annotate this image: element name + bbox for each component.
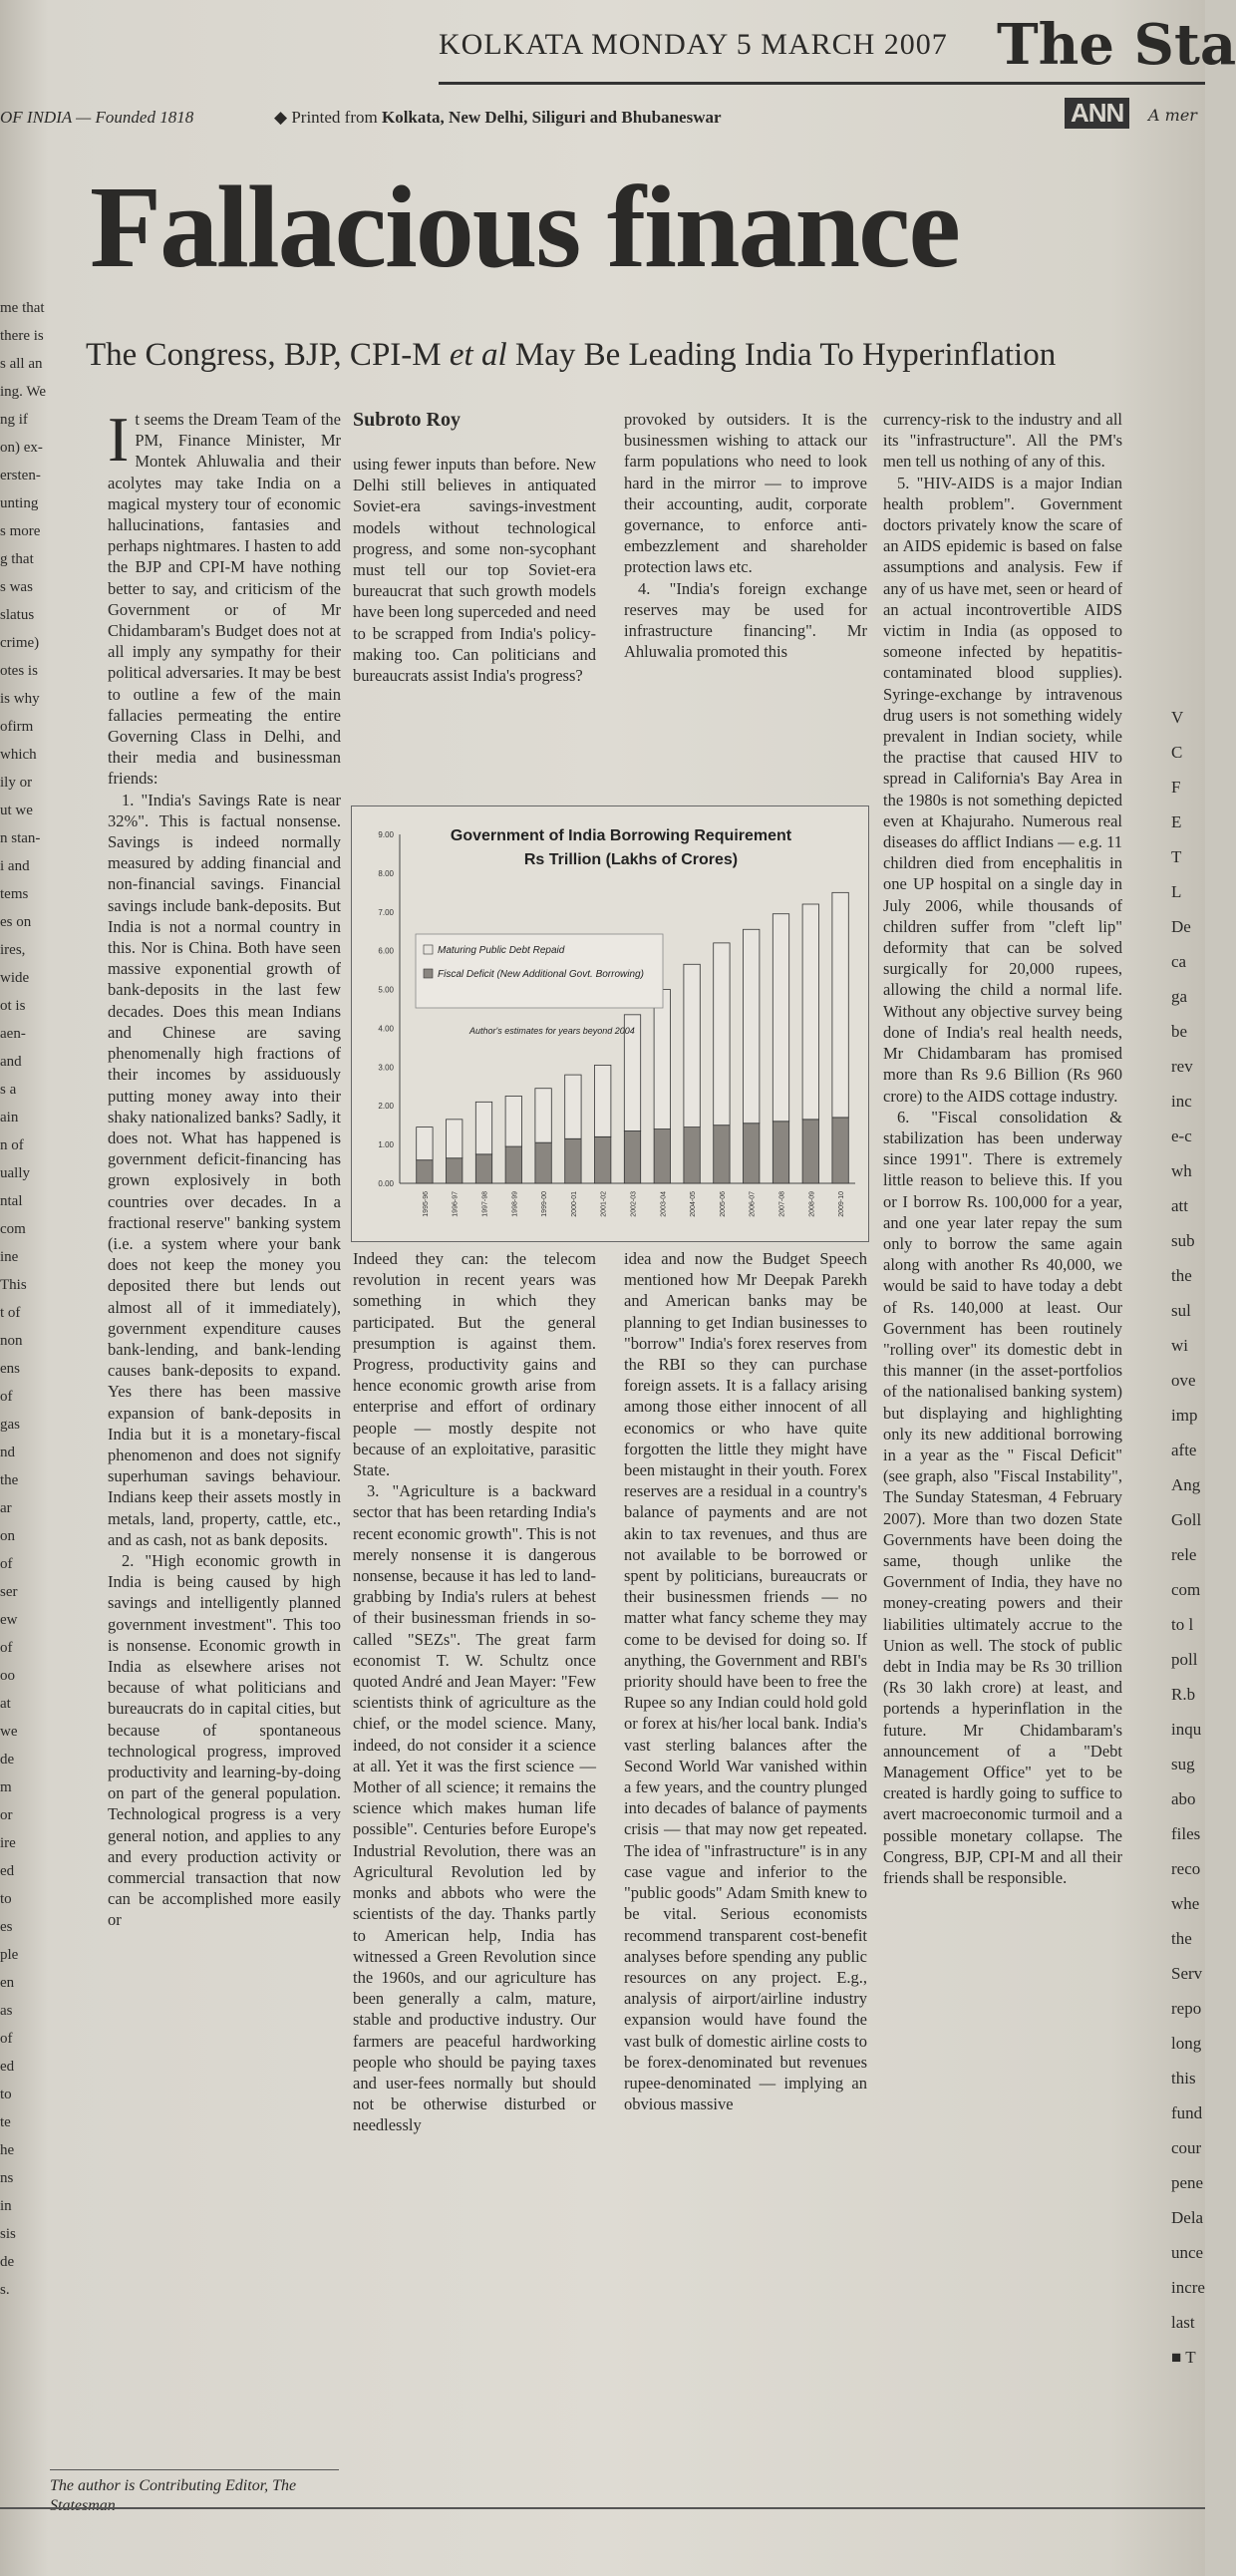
x-tick-label: 2001-02 (600, 1191, 608, 1217)
left-strip-fragment: or (0, 1807, 13, 1823)
left-strip-fragment: aen- (0, 1026, 26, 1042)
left-strip-fragment: tems (0, 886, 29, 902)
article-column-2-bottom (353, 1248, 596, 2464)
article-column-2-top (353, 454, 596, 793)
y-tick-label: 7.00 (378, 907, 394, 917)
bar-maturing-debt (447, 1120, 463, 1158)
left-strip-fragment: of (0, 1556, 13, 1572)
bar-fiscal-deficit (447, 1158, 463, 1183)
chart-subtitle: Rs Trillion (Lakhs of Crores) (523, 851, 739, 868)
x-tick-label: 2007-08 (778, 1191, 786, 1217)
bar-fiscal-deficit (744, 1124, 760, 1183)
left-strip-fragment: ine (0, 1249, 19, 1265)
bar-maturing-debt (505, 1097, 521, 1147)
left-strip-fragment: wide (0, 970, 30, 986)
right-strip-fragment: Ang (1171, 1475, 1201, 1494)
left-strip-fragment: is why (0, 691, 40, 707)
left-strip-fragment: ire (0, 1835, 16, 1851)
x-tick-label: 1999-00 (541, 1191, 549, 1217)
y-tick-label: 2.00 (378, 1102, 394, 1112)
left-strip-fragment: g that (0, 551, 34, 567)
y-tick-label: 0.00 (378, 1179, 394, 1188)
right-strip-fragment: this (1171, 2069, 1196, 2088)
right-strip-fragment: cour (1171, 2138, 1202, 2157)
left-strip-fragment: he (0, 2142, 15, 2158)
drop-cap: I (108, 404, 130, 475)
left-strip-fragment: ain (0, 1110, 19, 1126)
byline: Subroto Roy (353, 409, 461, 431)
right-strip-fragment: be (1171, 1022, 1188, 1041)
bar-fiscal-deficit (654, 1129, 670, 1183)
right-strip-fragment: wh (1171, 1161, 1192, 1180)
left-strip-fragment: ng if (0, 412, 28, 428)
left-strip-fragment: s more (0, 523, 41, 539)
right-strip-fragment: pene (1171, 2173, 1204, 2192)
right-strip-fragment: wi (1171, 1336, 1188, 1355)
right-strip-fragment: repo (1171, 1999, 1202, 2018)
y-tick-label: 9.00 (378, 830, 394, 839)
right-strip-fragment: rev (1171, 1057, 1193, 1076)
y-tick-label: 5.00 (378, 985, 394, 995)
left-strip-fragment: sis (0, 2226, 16, 2242)
article-column-4 (883, 409, 1122, 2472)
left-strip-fragment: ersten- (0, 468, 41, 483)
right-strip-fragment: files (1171, 1824, 1201, 1843)
masthead-rule (439, 82, 1205, 85)
article-column-3-top (624, 409, 867, 798)
adjacent-column-left (0, 0, 62, 2576)
left-strip-fragment: me that (0, 300, 45, 316)
left-strip-fragment: i and (0, 858, 30, 874)
col3-top-p1: provoked by outsiders. It is the businessmen wishing to attack our farm populations who need to look hard in the mirror — to improve their accounting, audit, corporate governance, to enforce anti-embezzlement and shareholder protection laws etc. (624, 410, 867, 577)
left-strip-fragment: es on (0, 914, 32, 930)
subhead-italic: et al (449, 337, 507, 373)
left-strip-fragment: we (0, 1724, 18, 1740)
col3-top-p2-text: 4. "India's foreign exchange reserves may be used for infrastructure financing". Mr Ahluwalia promoted this (624, 578, 867, 662)
article-column-1 (108, 404, 341, 2452)
x-tick-label: 2003-04 (660, 1191, 668, 1217)
right-strip-fragment: poll (1171, 1650, 1198, 1669)
adjacent-column-right (1165, 698, 1205, 2452)
left-strip-fragment: s. (0, 2282, 10, 2298)
left-strip-fragment: com (0, 1221, 26, 1237)
left-strip-fragment: ually (0, 1165, 30, 1181)
left-strip-fragment: gas (0, 1417, 20, 1433)
left-strip-fragment: ew (0, 1612, 18, 1628)
right-strip-fragment: sul (1171, 1301, 1191, 1320)
left-strip-fragment: This (0, 1277, 27, 1293)
edition-line (0, 98, 1205, 138)
right-strip-fragment: whe (1171, 1894, 1200, 1913)
left-strip-fragment: s a (0, 1082, 17, 1098)
right-strip-fragment: L (1171, 882, 1182, 901)
col3-top-p2 (624, 578, 867, 663)
legend-swatch-deficit (424, 969, 433, 978)
left-strip-fragment: de (0, 2254, 15, 2270)
left-strip-fragment: there is (0, 328, 44, 344)
legend-swatch-maturing (424, 945, 433, 954)
x-tick-label: 2009-10 (838, 1191, 846, 1217)
left-strip-fragment: otes is (0, 663, 38, 679)
bar-fiscal-deficit (535, 1142, 551, 1183)
right-strip-fragment: unce (1171, 2243, 1204, 2262)
col1-first-text: t seems the Dream Team of the PM, Finance Minister, Mr Montek Ahluwalia and their acolytes may take India on a magical mystery tour of economic hallucinations, fantasies and perhaps nightmares. I hasten to add the BJP and CPI-M have nothing better to say, and criticism of the Government or of Mr Chidambaram's Budget does not at all imply any sympathy for their political adversaries. It may be best to outline a few of the main fallacies permeating the entire Governing Class in Delhi, and their media and businessman friends: (108, 410, 341, 789)
left-strip-fragment: s all an (0, 356, 43, 372)
article-column-3-bottom (624, 1248, 867, 2464)
bar-maturing-debt (684, 964, 700, 1127)
x-tick-label: 1997-98 (481, 1191, 489, 1217)
bar-fiscal-deficit (475, 1154, 491, 1183)
legend-label-maturing: Maturing Public Debt Repaid (438, 945, 565, 956)
subhead-post: May Be Leading India To Hyperinflation (506, 337, 1057, 373)
left-strip-fragment: ens (0, 1361, 20, 1377)
y-tick-label: 1.00 (378, 1140, 394, 1150)
left-strip-fragment: ing. We (0, 384, 47, 400)
x-tick-label: 1995-96 (422, 1191, 430, 1217)
right-strip-fragment: e-c (1171, 1127, 1192, 1145)
left-strip-fragment: as (0, 2003, 13, 2019)
right-strip-fragment: Dela (1171, 2208, 1204, 2227)
right-strip-fragment: ■ T (1171, 2348, 1196, 2367)
x-tick-label: 2002-03 (630, 1191, 638, 1217)
bar-maturing-debt (772, 914, 788, 1122)
left-strip-fragment: ns (0, 2170, 14, 2186)
left-strip-fragment: of (0, 1389, 13, 1405)
col1-paragraph (108, 404, 341, 790)
subheadline (86, 337, 1056, 374)
ann-tagline: A mer (1148, 106, 1197, 125)
col2-top-paragraph: using fewer inputs than before. New Delhi still believes in antiquated Soviet-era savings-investment models without technological progress, and some non-sycophant must tell our top Soviet-era bureaucrat that such growth models have been long superceded and need to be scrapped from India's policy-making too. Can politicians and bureaucrats assist India's progress? (353, 455, 596, 686)
dateline: KOLKATA MONDAY 5 MARCH 2007 (439, 28, 948, 61)
left-strip-fragment: the (0, 1472, 19, 1488)
right-strip-fragment: sub (1171, 1231, 1195, 1250)
left-strip-fragment: ut we (0, 803, 33, 818)
bottom-rule (0, 2507, 1205, 2509)
left-strip-fragment: ple (0, 1947, 19, 1963)
borrowing-chart (351, 805, 869, 1242)
right-strip-fragment: last (1171, 2313, 1195, 2332)
left-strip-fragment: crime) (0, 635, 40, 651)
printed-cities: Kolkata, New Delhi, Siliguri and Bhubaneswar (381, 108, 722, 127)
bar-fiscal-deficit (624, 1131, 640, 1184)
x-tick-label: 2000-01 (570, 1191, 578, 1217)
col4-p3: 6. "Fiscal consolidation & stabilization has been underway since 1991". There is extremely little reason to believe this. If you or I borrow Rs. 100,000 for a year, and one year later repay the sum only to borrow the same again along with another Rs 40,000, we would be said to have today a debt of Rs. 140,000 at least. Our Government has been routinely "rolling over" its domestic debt in this manner (in the asset-portfolios of the nationalised banking system) but displaying and highlighting only its new additional borrowing in a year as the " Fiscal Deficit" (see graph, also "Fiscal Instability", The Sunday Statesman, 4 February 2007). More than two dozen State Governments have been doing the same, though unlike the Government of India, they have no money-creating powers and their liabilities ultimately accrue to the Union as well. The stock of public debt in India may be Rs 30 trillion (Rs 30 lakh crore) at least, and portends a hyperinflation in the future. Mr Chidambaram's announcement of a "Debt Management Office" yet to be created is hardly going to suffice to avert macroeconomic turmoil and a possible monetary collapse. The Congress, BJP, CPI-M and all their friends shall be responsible. (883, 1107, 1122, 1888)
bar-maturing-debt (832, 892, 848, 1118)
right-strip-fragment: inqu (1171, 1720, 1202, 1739)
left-strip-fragment: on (0, 1528, 15, 1544)
col4-p1: currency-risk to the industry and all its "infrastructure". All the PM's men tell us nothing of any of this. (883, 410, 1122, 472)
left-strip-fragment: ar (0, 1500, 12, 1516)
left-strip-fragment: which (0, 747, 37, 763)
right-strip-fragment: De (1171, 917, 1191, 936)
bar-maturing-debt (654, 990, 670, 1129)
right-strip-fragment: reco (1171, 1859, 1201, 1878)
right-strip-fragment: fund (1171, 2103, 1203, 2122)
ann-logo: ANN (1065, 98, 1129, 129)
x-tick-label: 2005-06 (719, 1191, 727, 1217)
right-strip-fragment: T (1171, 847, 1182, 866)
right-strip-fragment: rele (1171, 1545, 1197, 1564)
y-tick-label: 8.00 (378, 868, 394, 878)
bar-fiscal-deficit (565, 1138, 581, 1183)
left-strip-fragment: ires, (0, 942, 26, 958)
left-strip-fragment: n stan- (0, 830, 41, 846)
bar-fiscal-deficit (772, 1122, 788, 1183)
x-tick-label: 1996-97 (452, 1191, 460, 1217)
left-strip-fragment: nd (0, 1445, 15, 1460)
left-strip-fragment: n of (0, 1137, 24, 1153)
author-footnote: The author is Contributing Editor, The Statesman (50, 2469, 339, 2516)
right-strip-fragment: E (1171, 812, 1182, 831)
left-strip-fragment: non (0, 1333, 23, 1349)
bar-fiscal-deficit (802, 1120, 818, 1183)
right-strip-fragment: ga (1171, 987, 1188, 1006)
legend-label-deficit: Fiscal Deficit (New Additional Govt. Borrowing) (438, 969, 644, 980)
left-strip-fragment: oo (0, 1668, 15, 1684)
left-strip-fragment: to (0, 2087, 12, 2102)
right-strip-fragment: Goll (1171, 1510, 1202, 1529)
col1-paragraph: 2. "High economic growth in India is being caused by high savings and intelligently planned government investment". This too is nonsense. Economic growth in India as elsewhere arises not because of what politicians and bureaucrats do in capital cities, but because of spontaneous technological progress, improved productivity and learning-by-doing on part of the general population. Technological progress is a very general notion, and applies to any and every production activity or commercial transaction that now can be accomplished more easily or (108, 1550, 341, 1930)
x-tick-label: 2008-09 (808, 1191, 816, 1217)
chart-svg (352, 806, 868, 1241)
bar-maturing-debt (475, 1102, 491, 1154)
y-tick-label: 3.00 (378, 1063, 394, 1073)
right-strip-fragment: the (1171, 1266, 1192, 1285)
bar-maturing-debt (565, 1075, 581, 1138)
left-strip-fragment: t of (0, 1305, 21, 1321)
left-strip-fragment: te (0, 2114, 11, 2130)
x-tick-label: 2006-07 (749, 1191, 757, 1217)
bar-maturing-debt (744, 929, 760, 1123)
right-strip-fragment: long (1171, 2034, 1202, 2053)
col1-paragraph: 1. "India's Savings Rate is near 32%". This is factual nonsense. Savings is indeed normally measured by adding financial and non-financial savings. Financial savings include bank-deposits. But India is not a normal country in this. Nor is China. Both have seen massive exponential growth of bank-deposits in the last few decades. Does this mean Indians and Chinese are saving phenomenally high fractions of their incomes by assiduously putting money away into their shaky nationalized banks? Sadly, it does not. What has happened is government deficit-financing has grown explosively in both countries over decades. In a fractional reserve" banking system (i.e. a system where your bank does not keep the money you deposited there but lends out almost all of it immediately), government expenditure causes bank-lending, and bank-lending causes bank-deposits to expand. Yes there has been massive expansion of bank-deposits in India but it is a monetary-fiscal phenomenon and does not signify superhuman savings behaviour. Indians keep their assets mostly in metals, land, property, cattle, etc., and as cash, not as bank deposits. (108, 790, 341, 1549)
right-strip-fragment: ca (1171, 952, 1187, 971)
bar-maturing-debt (802, 904, 818, 1120)
bar-fiscal-deficit (832, 1118, 848, 1183)
headline: Fallacious finance (90, 161, 959, 292)
bar-fiscal-deficit (714, 1126, 730, 1183)
right-strip-fragment: to l (1171, 1615, 1194, 1634)
left-strip-fragment: ily or (0, 775, 33, 791)
left-strip-fragment: of (0, 2031, 13, 2047)
left-strip-fragment: in (0, 2198, 12, 2214)
bar-fiscal-deficit (595, 1136, 611, 1183)
right-strip-fragment: afte (1171, 1441, 1197, 1459)
printed-line: ◆ Printed from Kolkata, New Delhi, Siliguri and Bhubaneswar (274, 108, 722, 127)
bar-maturing-debt (417, 1127, 433, 1160)
left-strip-fragment: ed (0, 1863, 15, 1879)
right-strip-fragment: abo (1171, 1789, 1196, 1808)
col2-bottom-p2: 3. "Agriculture is a backward sector that has been retarding India's recent economic growth". This is not merely nonsense it is dangerous nonsense, because it has led to land-grabbing by India's rulers at behest of their businessman friends in so-called "SEZs". The great farm economist T. W. Schultz once quoted André and Jean Mayer: "Few scientists think of agriculture as the chief, or the model science. Many, indeed, do not consider it a science at all. Yet it was the first science — Mother of all science; it remains the science which makes human life possible". Centuries before Europe's Industrial Revolution, there was an Agricultural Revolution led by monks and abbots who were the scientists of the day. Thanks partly to American help, India has witnessed a Green Revolution since the 1960s, and our agriculture has been generally a calm, mature, stable and productive industry. Our farmers are peaceful hardworking people who should be paying taxes and user-fees normally but should not be otherwise disturbed or needlessly (353, 1481, 596, 2135)
left-strip-fragment: ser (0, 1584, 18, 1600)
left-strip-fragment: ntal (0, 1193, 23, 1209)
printed-prefix: Printed from (291, 108, 382, 127)
subhead-pre: The Congress, BJP, CPI-M (86, 337, 450, 373)
left-strip-fragment: and (0, 1054, 22, 1070)
y-tick-label: 4.00 (378, 1024, 394, 1034)
right-strip-fragment: V (1171, 708, 1184, 727)
left-strip-fragment: m (0, 1779, 12, 1795)
right-strip-fragment: com (1171, 1580, 1201, 1599)
bar-fiscal-deficit (684, 1127, 700, 1183)
right-strip-fragment: Serv (1171, 1964, 1203, 1983)
newspaper-logo: The Sta (997, 12, 1236, 78)
right-strip-fragment: att (1171, 1196, 1188, 1215)
left-strip-fragment: ot is (0, 998, 26, 1014)
chart-annotation: Author's estimates for years beyond 2004 (469, 1026, 635, 1036)
y-tick-label: 6.00 (378, 946, 394, 956)
chart-title: Government of India Borrowing Requirement (450, 827, 792, 844)
left-strip-fragment: on) ex- (0, 440, 43, 456)
founded-line: OF INDIA — Founded 1818 (0, 108, 194, 127)
left-strip-fragment: ed (0, 2059, 15, 2075)
right-strip-fragment: the (1171, 1929, 1192, 1948)
col4-p2: 5. "HIV-AIDS is a major Indian health problem". Government doctors privately know the scare of an AIDS epidemic is based on false assumptions and analysis. Few if any of us have met, seen or heard of an actual incontrovertible AIDS victim in India (as opposed to someone infected by hepatitis-contaminated blood supplies). Syringe-exchange by intravenous drug users is not something widely prevalent in Indian society, while the practise that caused HIV to spread in California's Bay Area in the 1980s is not something depicted even at Khajuraho. Numerous real diseases do afflict Indians — e.g. 11 children died from encephalitis in one UP hospital on a single day in July 2006, while thousands of children suffer from "cleft lip" deformity that can be solved surgically for 20,000 rupees, allowing the child a normal life. Without any objective survey being done of India's real health needs, Mr Chidambaram has promised more than Rs 9.6 Billion (Rs 960 crore) to the AIDS cottage industry. (883, 473, 1122, 1106)
bar-maturing-debt (535, 1089, 551, 1142)
right-strip-fragment: F (1171, 778, 1181, 797)
bar-maturing-debt (714, 943, 730, 1126)
col3-bottom-p1: idea and now the Budget Speech mentioned how Mr Deepak Parekh and American banks may be planning to get Indian businesses to "borrow" India's forex reserves from the RBI so they can purchase foreign assets. It is a fallacy arising among those either innocent of all economics or who have quite forgotten the little they might have been mistaught in their youth. Forex reserves are a residual in a country's balance of payments and are not akin to tax revenues, and thus are not available to be borrowed or spent by politicians, bureaucrats or their businessmen friends — no matter what fancy scheme they may come to be devised for doing so. If anything, the Government and RBI's priority should have been to free the Rupee so any Indian could hold gold or forex at his/her local bank. India's vast sterling balances after the Second World War vanished within a few years, and the country plunged into decades of balance of payments crisis — that may now get repeated. The idea of "infrastructure" is in any case vague and inferior to the "public goods" Adam Smith knew to be vital. Serious economists recommend transparent cost-benefit analyses before spending any public resources on any project. E.g., analysis of airport/airline industry expansion would have found the vast bulk of domestic airline costs to be forex-denominated but revenues rupee-denominated — implying an obvious massive (624, 1249, 867, 2114)
bar-fiscal-deficit (417, 1160, 433, 1183)
left-strip-fragment: s was (0, 579, 33, 595)
masthead (439, 12, 1236, 78)
bar-maturing-debt (595, 1065, 611, 1136)
right-strip-fragment: inc (1171, 1092, 1192, 1111)
left-strip-fragment: ofirm (0, 719, 34, 735)
left-strip-fragment: unting (0, 495, 39, 511)
left-strip-fragment: slatus (0, 607, 35, 623)
x-tick-label: 2004-05 (690, 1191, 698, 1217)
left-strip-fragment: es (0, 1919, 13, 1935)
col2-bottom-p1: Indeed they can: the telecom revolution in recent years was something in which they participated. But the general presumption is against them. Progress, productivity gains and hence economic growth arise from enterprise and effort of ordinary people — mostly despite not because of an exploitative, parasitic State. (353, 1249, 596, 1480)
right-strip-fragment: imp (1171, 1406, 1198, 1425)
right-strip-fragment: ove (1171, 1371, 1196, 1390)
left-strip-fragment: de (0, 1752, 15, 1768)
left-strip-fragment: to (0, 1891, 12, 1907)
right-strip-fragment: C (1171, 743, 1183, 762)
left-strip-fragment: en (0, 1975, 15, 1991)
left-strip-fragment: at (0, 1696, 11, 1712)
right-strip-fragment: sug (1171, 1755, 1195, 1773)
left-strip-fragment: of (0, 1640, 13, 1656)
bar-fiscal-deficit (505, 1146, 521, 1183)
x-tick-label: 1998-99 (511, 1191, 519, 1217)
right-strip-fragment: incre (1171, 2278, 1205, 2297)
right-strip-fragment: R.b (1171, 1685, 1196, 1704)
